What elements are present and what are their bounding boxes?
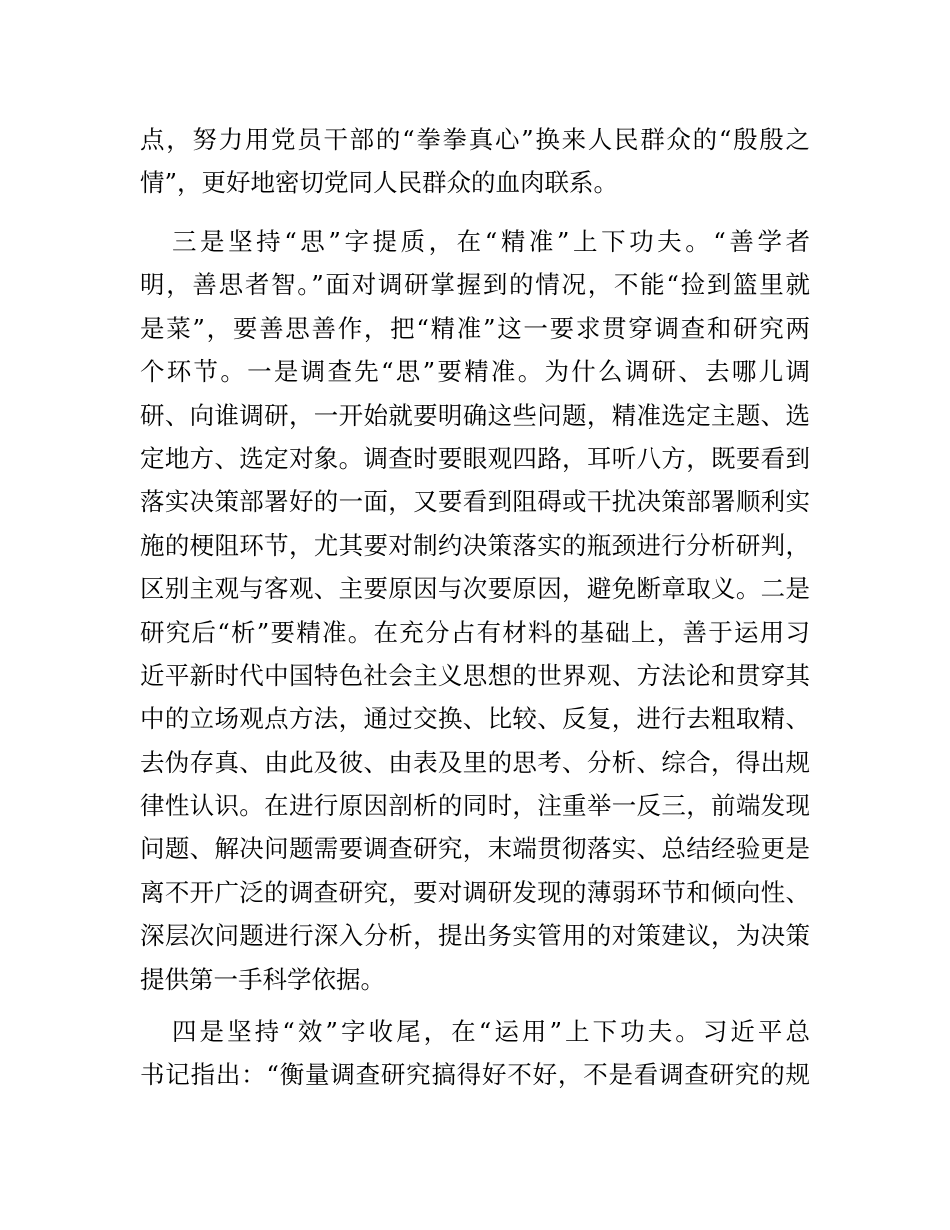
text-line: 深层次问题进行深入分析，提出务实管用的对策建议，为决策: [140, 921, 810, 951]
text-line: 落实决策部署好的一面，又要看到阻碍或干扰决策部署顺利实: [140, 487, 810, 517]
text-line: 离不开广泛的调查研究，要对调研发现的薄弱环节和倾向性、: [140, 877, 810, 907]
text-line: 三是坚持“思”字提质，在“精准”上下功夫。“善学者: [172, 227, 810, 256]
text-line: 是菜”，要善思善作，把“精准”这一要求贯穿调查和研究两: [140, 313, 810, 343]
text-line: 问题、解决问题需要调查研究，末端贯彻落实、总结经验更是: [140, 834, 810, 864]
paragraph-point-three: [140, 220, 810, 1001]
text-line: 提供第一手科学依据。: [140, 964, 385, 994]
text-line: 情”，更好地密切党同人民群众的血肉联系。: [140, 168, 619, 198]
paragraph-continuation: [140, 118, 810, 205]
text-line: 去伪存真、由此及彼、由表及里的思考、分析、综合，得出规: [140, 747, 810, 777]
text-line: 区别主观与客观、主要原因与次要原因，避免断章取义。二是: [140, 574, 810, 604]
text-line: 书记指出：“衡量调查研究搞得好不好，不是看调查研究的规: [140, 1060, 810, 1090]
text-line: 明，善思者智。”面对调研掌握到的情况，不能“捡到篮里就: [140, 270, 810, 300]
text-line: 四是坚持“效”字收尾，在“运用”上下功夫。习近平总: [172, 1017, 810, 1046]
text-line: 个环节。一是调查先“思”要精准。为什么调研、去哪儿调: [140, 357, 810, 387]
text-line: 律性认识。在进行原因剖析的同时，注重举一反三，前端发现: [140, 791, 810, 821]
text-line: 施的梗阻环节，尤其要对制约决策落实的瓶颈进行分析研判，: [140, 530, 810, 560]
text-line: 定地方、选定对象。调查时要眼观四路，耳听八方，既要看到: [140, 443, 810, 473]
text-line: 点，努力用党员干部的“拳拳真心”换来人民群众的“殷殷之: [140, 125, 810, 154]
text-line: 中的立场观点方法，通过交换、比较、反复，进行去粗取精、: [140, 704, 810, 734]
text-line: 研、向谁调研，一开始就要明确这些问题，精准选定主题、选: [140, 400, 810, 430]
text-line: 近平新时代中国特色社会主义思想的世界观、方法论和贯穿其: [140, 660, 810, 690]
text-line: 研究后“析”要精准。在充分占有材料的基础上，善于运用习: [140, 617, 810, 647]
paragraph-point-four: [140, 1010, 810, 1097]
